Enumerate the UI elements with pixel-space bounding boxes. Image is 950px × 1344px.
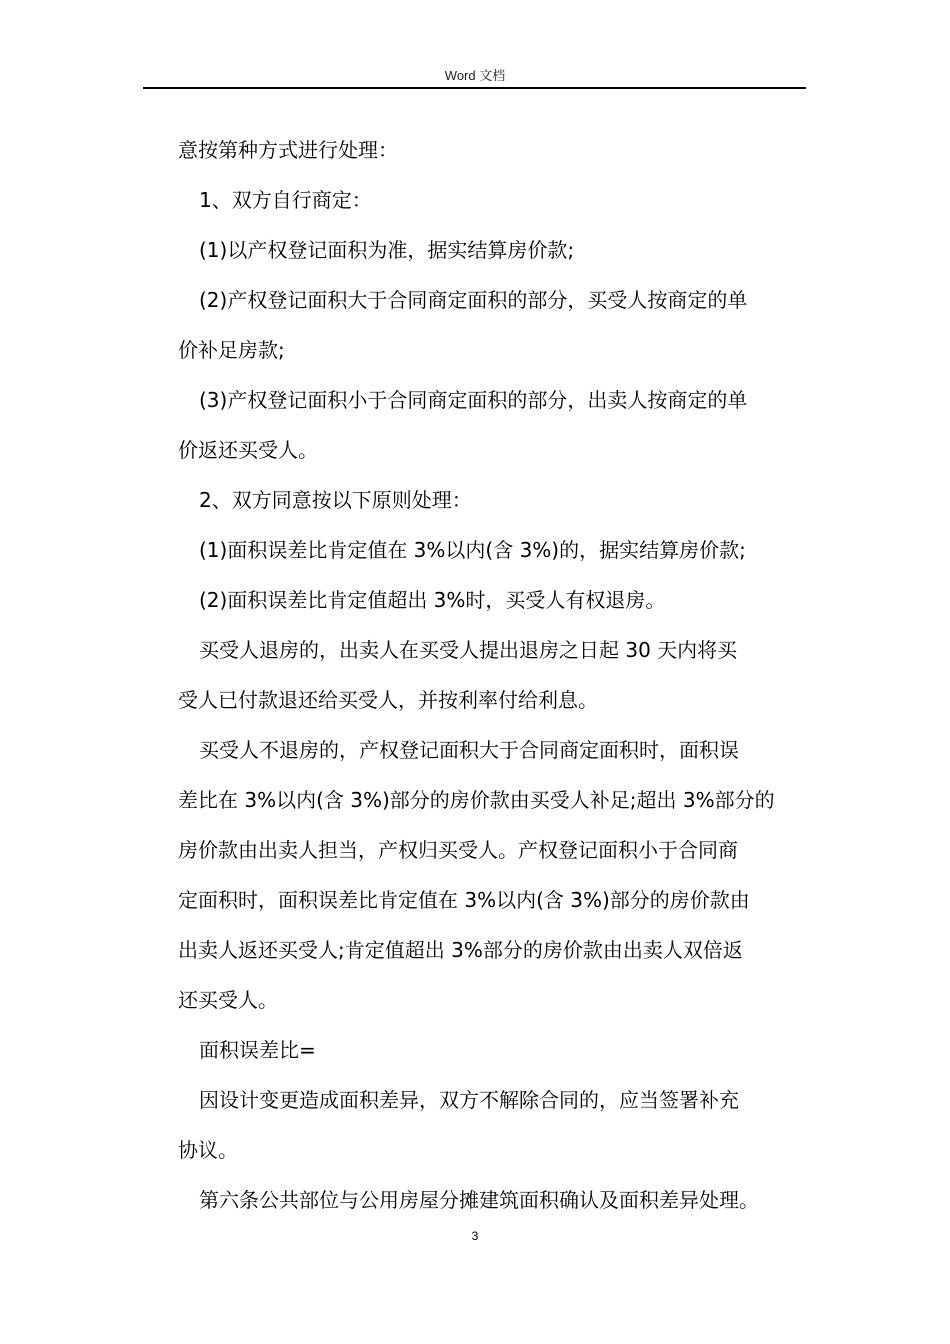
text-line: 差比在 3%以内(含 3%)部分的房价款由买受人补足;超出 3%部分的: [178, 788, 775, 812]
text-line: 价补足房款;: [178, 338, 285, 362]
text-line: 意按第种方式进行处理：: [178, 138, 398, 162]
text-line: 因设计变更造成面积差异，双方不解除合同的，应当签署补充: [199, 1088, 739, 1112]
text-line: 出卖人返还买受人;肯定值超出 3%部分的房价款由出卖人双倍返: [178, 938, 743, 962]
text-line: 受人已付款退还给买受人，并按利率付给利息。: [178, 688, 598, 712]
page-number: 3: [471, 1229, 479, 1243]
text-line: (2)产权登记面积大于合同商定面积的部分，买受人按商定的单: [199, 288, 748, 312]
text-line: 还买受人。: [178, 988, 278, 1012]
text-line: 价返还买受人。: [178, 438, 318, 462]
text-line: 定面积时，面积误差比肯定值在 3%以内(含 3%)部分的房价款由: [178, 888, 750, 912]
page-header: Word 文档: [444, 68, 506, 83]
text-line: 第六条公共部位与公用房屋分摊建筑面积确认及面积差异处理。: [199, 1188, 759, 1212]
text-line: (1)以产权登记面积为准，据实结算房价款;: [199, 238, 575, 262]
text-line: 协议。: [178, 1138, 238, 1162]
text-line: (1)面积误差比肯定值在 3%以内(含 3%)的，据实结算房价款;: [199, 538, 746, 562]
document-body: [178, 130, 818, 1230]
text-line: 2、双方同意按以下原则处理：: [199, 488, 472, 512]
text-line: 面积误差比=: [199, 1038, 316, 1062]
text-line: (2)面积误差比肯定值超出 3%时，买受人有权退房。: [199, 588, 666, 612]
text-line: 买受人不退房的，产权登记面积大于合同商定面积时，面积误: [199, 738, 739, 762]
text-line: 买受人退房的，出卖人在买受人提出退房之日起 30 天内将买: [199, 638, 738, 662]
text-line: 1、双方自行商定：: [199, 188, 372, 212]
text-line: 房价款由出卖人担当，产权归买受人。产权登记面积小于合同商: [178, 838, 738, 862]
text-line: (3)产权登记面积小于合同商定面积的部分，出卖人按商定的单: [199, 388, 748, 412]
header-rule: [143, 87, 806, 89]
